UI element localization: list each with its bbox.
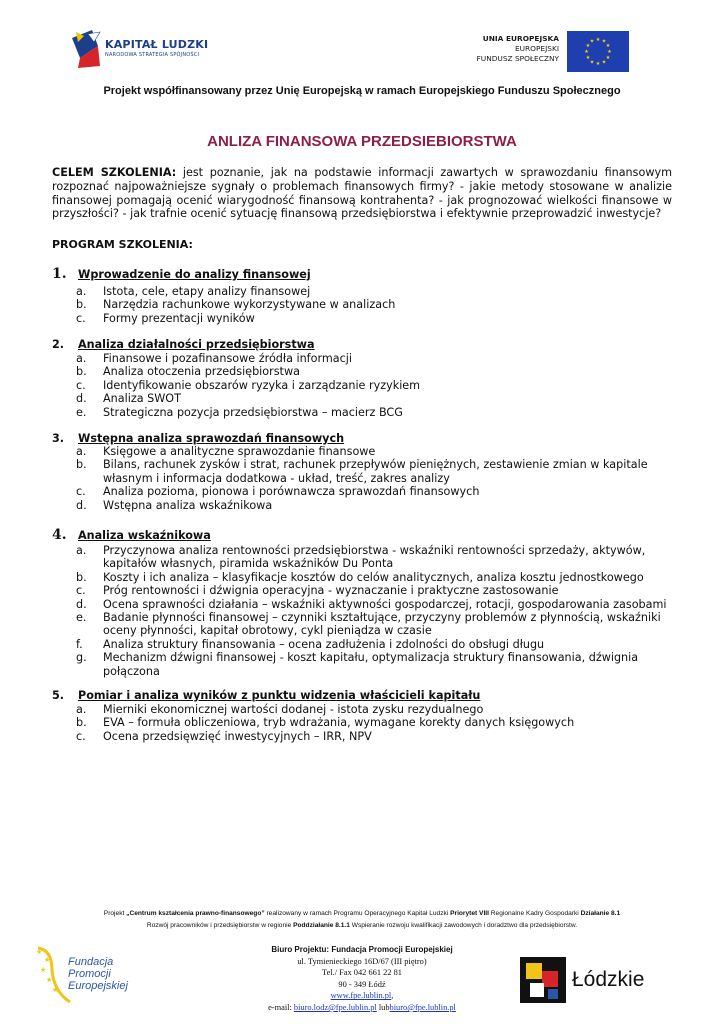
phone: Tel./ Fax 042 661 22 81: [322, 968, 402, 978]
eu-line-2: EUROPEJSKI: [514, 44, 559, 53]
svg-text:★: ★: [52, 986, 59, 994]
list-item: [76, 638, 676, 651]
svg-text:★: ★: [601, 38, 607, 45]
footer-text: Regionalne Kadry Gospodarki: [488, 910, 581, 917]
section-4-title: [52, 527, 211, 543]
list-item: [76, 598, 676, 611]
item-letter: c.: [76, 311, 86, 325]
item-text: Przyczynowa analiza rentowności przedsiębiorstwa - wskaźniki rentowności sprzedaży, aktywów, kapitałów własnych, piramida wskaźników Du Ponta: [103, 544, 646, 571]
item-text: Strategiczna pozycja przedsiębiorstwa – macierz BCG: [103, 405, 403, 419]
item-text: Finansowe i pozafinansowe źródła informacji: [103, 352, 352, 365]
item-letter: b.: [76, 365, 87, 379]
section-title-text: Wprowadzenie do analizy finansowej: [78, 268, 311, 281]
item-letter: a.: [76, 445, 87, 458]
section-title-text: Wstępna analiza sprawozdań finansowych: [78, 432, 345, 445]
footer-text: Wspieranie rozwoju kwalifikacji zawodowych i doradztwo dla przedsiębiorstw.: [349, 922, 578, 929]
list-item: [76, 544, 676, 571]
svg-text:★: ★: [589, 38, 595, 45]
item-text: Koszty i ich analiza – klasyfikacje kosztów do celów analitycznych, analiza kosztu jednostkowego: [103, 570, 644, 584]
item-letter: e.: [76, 405, 87, 419]
item-letter: b.: [76, 298, 87, 312]
cofinancing-note: Projekt współfinansowany przez Unię Europejską w ramach Europejskiego Funduszu Społecznego: [103, 85, 621, 97]
item-text: Narzędzia rachunkowe wykorzystywane w analizach: [103, 298, 396, 312]
item-text: Analiza pozioma, pionowa i porównawcza sprawozdań finansowych: [103, 485, 480, 499]
item-letter: a.: [76, 703, 87, 716]
intro-label: CELEM SZKOLENIA:: [52, 166, 177, 179]
item-text: Analiza struktury finansowania – ocena zadłużenia i zdolności do obsługi długu: [103, 637, 545, 651]
item-text: Ocena przedsięwzięć inwestycyjnych – IRR, NPV: [103, 729, 372, 743]
list-item: [76, 571, 676, 584]
item-letter: g.: [76, 651, 87, 665]
footer-line-1: [0, 910, 724, 917]
email-prefix: e-mail:: [268, 1002, 294, 1012]
item-text: Bilans, rachunek zysków i strat, rachunek przepływów pieniężnych, zestawienie zmian w kapitale własnym i informacja dodatkowa - układ, treść, zakres analizy: [103, 458, 648, 485]
website-link[interactable]: www.fpe.lublin.pl: [330, 991, 392, 1001]
item-text: Formy prezentacji wyników: [103, 311, 255, 325]
item-letter: a.: [76, 352, 87, 365]
section-title-text: Pomiar i analiza wyników z punktu widzenia właścicieli kapitału: [78, 689, 481, 702]
street-address: ul. Tymienieckiego 16D/67 (III piętro): [297, 956, 427, 966]
list-item: [76, 703, 676, 716]
section-number: 1.: [52, 266, 67, 282]
section-5-items: [76, 703, 676, 743]
item-text: Analiza otoczenia przedsiębiorstwa: [103, 365, 300, 379]
section-5-title: [52, 689, 480, 702]
footer-text: realizowany w ramach Programu Operacyjnego Kapitał Ludzki: [264, 910, 451, 917]
svg-text:★: ★: [605, 55, 611, 61]
footer-line-2: [0, 922, 724, 929]
section-3-title: [52, 432, 344, 445]
item-text: Istota, cele, etapy analizy finansowej: [103, 285, 311, 298]
svg-text:★: ★: [584, 49, 589, 55]
fpe-logo-line-2: Promocji: [68, 968, 111, 980]
item-letter: d.: [76, 498, 87, 512]
svg-text:★: ★: [44, 956, 51, 964]
list-item: [76, 499, 676, 512]
item-text: Identyfikowanie obszarów ryzyka i zarządzanie ryzykiem: [103, 378, 421, 392]
item-letter: f.: [76, 637, 83, 651]
item-letter: c.: [76, 584, 86, 598]
section-1-items: [76, 285, 676, 325]
list-item: [76, 285, 676, 298]
section-title-text: Analiza wskaźnikowa: [78, 529, 211, 542]
website-suffix: ,: [391, 991, 394, 1001]
kl-title: KAPITAŁ LUDZKI: [105, 38, 209, 51]
item-letter: b.: [76, 716, 87, 730]
section-number: 5.: [52, 689, 65, 702]
document-title: ANLIZA FINANSOWA PRZEDSIEBIORSTWA: [207, 133, 517, 150]
svg-text:★: ★: [595, 37, 601, 43]
item-letter: b.: [76, 458, 87, 472]
section-1-title: [52, 266, 311, 282]
item-letter: d.: [76, 392, 87, 406]
item-text: Próg rentowności i dźwignia operacyjna - wyznaczanie i praktyczne zastosowanie: [103, 584, 559, 598]
section-2-title: [52, 338, 315, 351]
section-title-text: Analiza działalności przedsiębiorstwa: [78, 338, 315, 351]
item-text: Analiza SWOT: [103, 392, 181, 406]
list-item: [76, 458, 676, 485]
footer-project: „Centrum kształcenia prawno-finansowego”: [126, 910, 265, 917]
list-item: [76, 716, 676, 729]
list-item: [76, 298, 676, 311]
footer-priority: Priorytet VIII: [450, 910, 489, 917]
item-text: Księgowe a analityczne sprawozdanie finansowe: [103, 445, 376, 458]
item-text: Mierniki ekonomicznej wartości dodanej - istota zysku rezydualnego: [103, 703, 484, 716]
footer-text: Projekt: [103, 910, 127, 917]
list-item: [76, 392, 676, 405]
item-text: Badanie płynności finansowej – czynniki kształtujące, przyczyny problemów z płynnością, wskaźniki oceny płynności, kapitał obrotowy, cykl pieniądza w czasie: [103, 611, 661, 638]
list-item: [76, 365, 676, 378]
eu-flag-icon: [567, 31, 629, 72]
email-link-1[interactable]: biuro.lodz@fpe.lublin.pl: [293, 1002, 377, 1012]
website-row: [224, 990, 500, 1002]
list-item: [76, 406, 676, 419]
svg-text:★: ★: [46, 976, 53, 984]
footer-subaction: Poddziałanie 8.1.1: [293, 922, 350, 929]
section-number: 2.: [52, 338, 65, 351]
eu-line-1: UNIA EUROPEJSKA: [482, 34, 559, 43]
city: 90 - 349 Łódź: [338, 979, 386, 989]
svg-text:★: ★: [589, 59, 595, 66]
list-item: [76, 379, 676, 392]
section-2-items: [76, 352, 676, 419]
item-letter: b.: [76, 570, 87, 584]
section-3-items: [76, 445, 676, 512]
fpe-logo-line-3: Europejskiej: [68, 980, 128, 992]
svg-text:★: ★: [607, 49, 612, 55]
svg-text:★: ★: [601, 59, 607, 66]
item-text: EVA – formuła obliczeniowa, tryb wdrażania, wymagane korekty danych księgowych: [103, 716, 575, 730]
email-separator: lub: [376, 1002, 390, 1012]
svg-text:★: ★: [40, 966, 47, 974]
program-label: PROGRAM SZKOLENIA:: [52, 238, 193, 251]
item-letter: c.: [76, 378, 86, 392]
list-item: [76, 611, 676, 638]
item-letter: c.: [76, 485, 86, 499]
item-text: Ocena sprawności działania – wskaźniki aktywności gospodarczej, rotacji, gospodarowania zasobami: [103, 597, 667, 611]
list-item: [76, 312, 676, 325]
email-link-2[interactable]: biuro@fpe.lublin.pl: [389, 1002, 456, 1012]
item-text: Mechanizm dźwigni finansowej - koszt kapitału, optymalizacja struktury finansowania, dźwignia połączona: [103, 651, 639, 678]
list-item: [76, 352, 676, 365]
item-letter: c.: [76, 729, 86, 743]
item-text: Wstępna analiza wskaźnikowa: [103, 498, 273, 512]
list-item: [76, 730, 676, 743]
item-letter: e.: [76, 611, 87, 625]
eu-label: [439, 34, 559, 64]
footer-action: Działanie 8.1: [580, 910, 621, 917]
kl-subtitle: NARODOWA STRATEGIA SPÓJNOŚCI: [105, 52, 200, 58]
section-number: 3.: [52, 432, 65, 445]
eu-line-3: FUNDUSZ SPOŁECZNY: [476, 54, 559, 63]
lodzkie-label: Łódzkie: [572, 968, 645, 991]
intro-text: jest poznanie, jak na podstawie informacji zawartych w sprawozdaniu finansowym rozpoznać najpoważniejsze sygnały o problemach finansowych firmy? - jakie metody stosowane w analizie finansowej pomagają ocenić wiarygodność finansową kontrahenta? - jak prognozować wielkości finansowe w przyszłości? - jak trafnie ocenić sytuację finansową przedsiębiorstwa i efektywnie przeprowadzić inwestycje?: [52, 166, 672, 221]
item-letter: d.: [76, 597, 87, 611]
list-item: [76, 584, 676, 597]
svg-text:★: ★: [585, 55, 591, 61]
list-item: [76, 445, 676, 458]
list-item: [76, 485, 676, 498]
svg-text:★: ★: [595, 61, 601, 67]
fpe-logo-line-1: Fundacja: [68, 956, 114, 968]
office-name: Biuro Projektu: Fundacja Promocji Europejskiej: [271, 945, 453, 954]
email-row: [224, 1002, 500, 1014]
intro-paragraph: [52, 166, 672, 221]
section-4-items: [76, 544, 676, 678]
item-letter: a.: [76, 285, 87, 298]
list-item: [76, 651, 676, 678]
item-letter: a.: [76, 544, 87, 557]
svg-text:★: ★: [605, 43, 611, 49]
fundacja-promocji-europejskiej-logo: [30, 940, 160, 1010]
svg-text:★: ★: [585, 43, 591, 49]
svg-text:★: ★: [36, 948, 43, 956]
contact-block: [224, 944, 500, 1014]
footer-text: Rozwój pracowników i przedsiębiorstw w regionie: [146, 922, 294, 929]
section-number: 4.: [52, 527, 67, 543]
